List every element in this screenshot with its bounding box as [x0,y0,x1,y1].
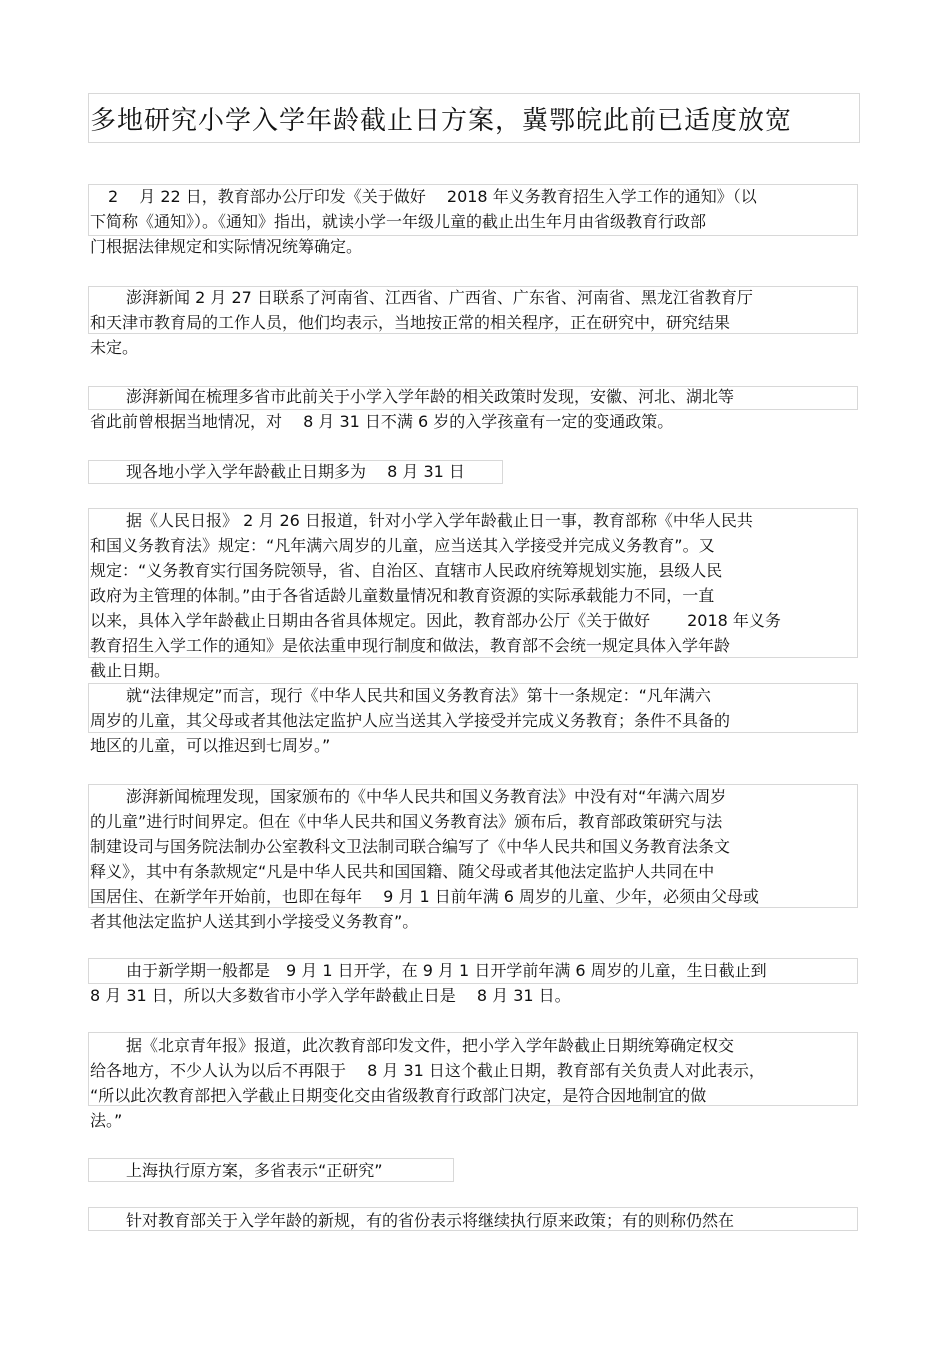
text-line: 以来，具体入学年龄截止日期由各省具体规定。因此，教育部办公厅《关于做好 2018 年义务 [90,611,781,630]
text-line: 针对教育部关于入学年龄的新规，有的省份表示将继续执行原来政策；有的则称仍然在 [126,1211,735,1230]
text-line: 的儿童”进行时间界定。但在《中华人民共和国义务教育法》颁布后，教育部政策研究与法 [90,812,723,831]
document-title: 多地研究小学入学年龄截止日方案，冀鄂皖此前已适度放宽 [90,106,793,136]
text-line: 下简称《通知》）。《通知》指出，就读小学一年级儿童的截止出生年月由省级教育行政部 [90,212,707,231]
text-line: 教育招生入学工作的通知》是依法重申现行制度和做法，教育部不会统一规定具体入学年龄 [90,636,731,655]
text-line: 8 月 31 日，所以大多数省市小学入学年龄截止日是 8 月 31 日。 [90,986,571,1005]
text-line: 截止日期。 [90,661,171,680]
text-line: 澎湃新闻梳理发现，国家颁布的《中华人民共和国义务教育法》中没有对“年满六周岁 [126,787,727,806]
text-line: “所以此次教育部把入学截止日期变化交由省级教育行政部门决定，是符合因地制宜的做 [90,1086,707,1105]
text-line: 门根据法律规定和实际情况统筹确定。 [90,237,363,256]
text-line: 和天津市教育局的工作人员，他们均表示，当地按正常的相关程序，正在研究中，研究结果 [90,313,731,332]
text-line: 2 月 22 日，教育部办公厅印发《关于做好 2018 年义务教育招生入学工作的通知》（以 [108,187,757,206]
text-line: 政府为主管理的体制。”由于各省适龄儿童数量情况和教育资源的实际承载能力不同，一直 [90,586,715,605]
section-heading: 现各地小学入学年龄截止日期多为 8 月 31 日 [126,462,465,481]
text-line: 制建设司与国务院法制办公室教科文卫法制司联合编写了《中华人民共和国义务教育法条文 [90,837,731,856]
text-line: 法。” [90,1111,123,1130]
text-line: 就“法律规定”而言，现行《中华人民共和国义务教育法》第十一条规定：“凡年满六 [126,686,711,705]
text-line: 国居住、在新学年开始前，也即在每年 9 月 1 日前年满 6 周岁的儿童、少年，必须由父母或 [90,887,760,906]
text-line: 给各地方，不少人认为以后不再限于 8 月 31 日这个截止日期，教育部有关负责人对此表示， [90,1061,765,1080]
text-line: 未定。 [90,338,139,357]
text-line: 据《人民日报》 2 月 26 日报道，针对小学入学年龄截止日一事，教育部称《中华人民共 [126,511,753,530]
text-line: 由于新学期一般都是 9 月 1 日开学，在 9 月 1 日开学前年满 6 周岁的儿童，生日截止到 [126,961,767,980]
text-line: 澎湃新闻在梳理多省市此前关于小学入学年龄的相关政策时发现，安徽、河北、湖北等 [126,387,735,406]
text-line: 者其他法定监护人送其到小学接受义务教育”。 [90,912,419,931]
text-line: 周岁的儿童，其父母或者其他法定监护人应当送其入学接受并完成义务教育；条件不具备的 [90,711,731,730]
text-line: 释义》，其中有条款规定“凡是中华人民共和国国籍、随父母或者其他法定监护人共同在中 [90,862,715,881]
text-line: 省此前曾根据当地情况，对 8 月 31 日不满 6 岁的入学孩童有一定的变通政策。 [90,412,674,431]
text-line: 地区的儿童，可以推迟到七周岁。” [90,736,331,755]
text-line: 澎湃新闻 2 月 27 日联系了河南省、江西省、广西省、广东省、河南省、黑龙江省教育厅 [126,288,753,307]
text-line: 据《北京青年报》报道，此次教育部印发文件，把小学入学年龄截止日期统筹确定权交 [126,1036,735,1055]
section-heading: 上海执行原方案，多省表示“正研究” [126,1161,383,1180]
text-line: 规定：“义务教育实行国务院领导，省、自治区、直辖市人民政府统筹规划实施，县级人民 [90,561,723,580]
text-line: 和国义务教育法》规定：“凡年满六周岁的儿童，应当送其入学接受并完成义务教育”。又 [90,536,715,555]
